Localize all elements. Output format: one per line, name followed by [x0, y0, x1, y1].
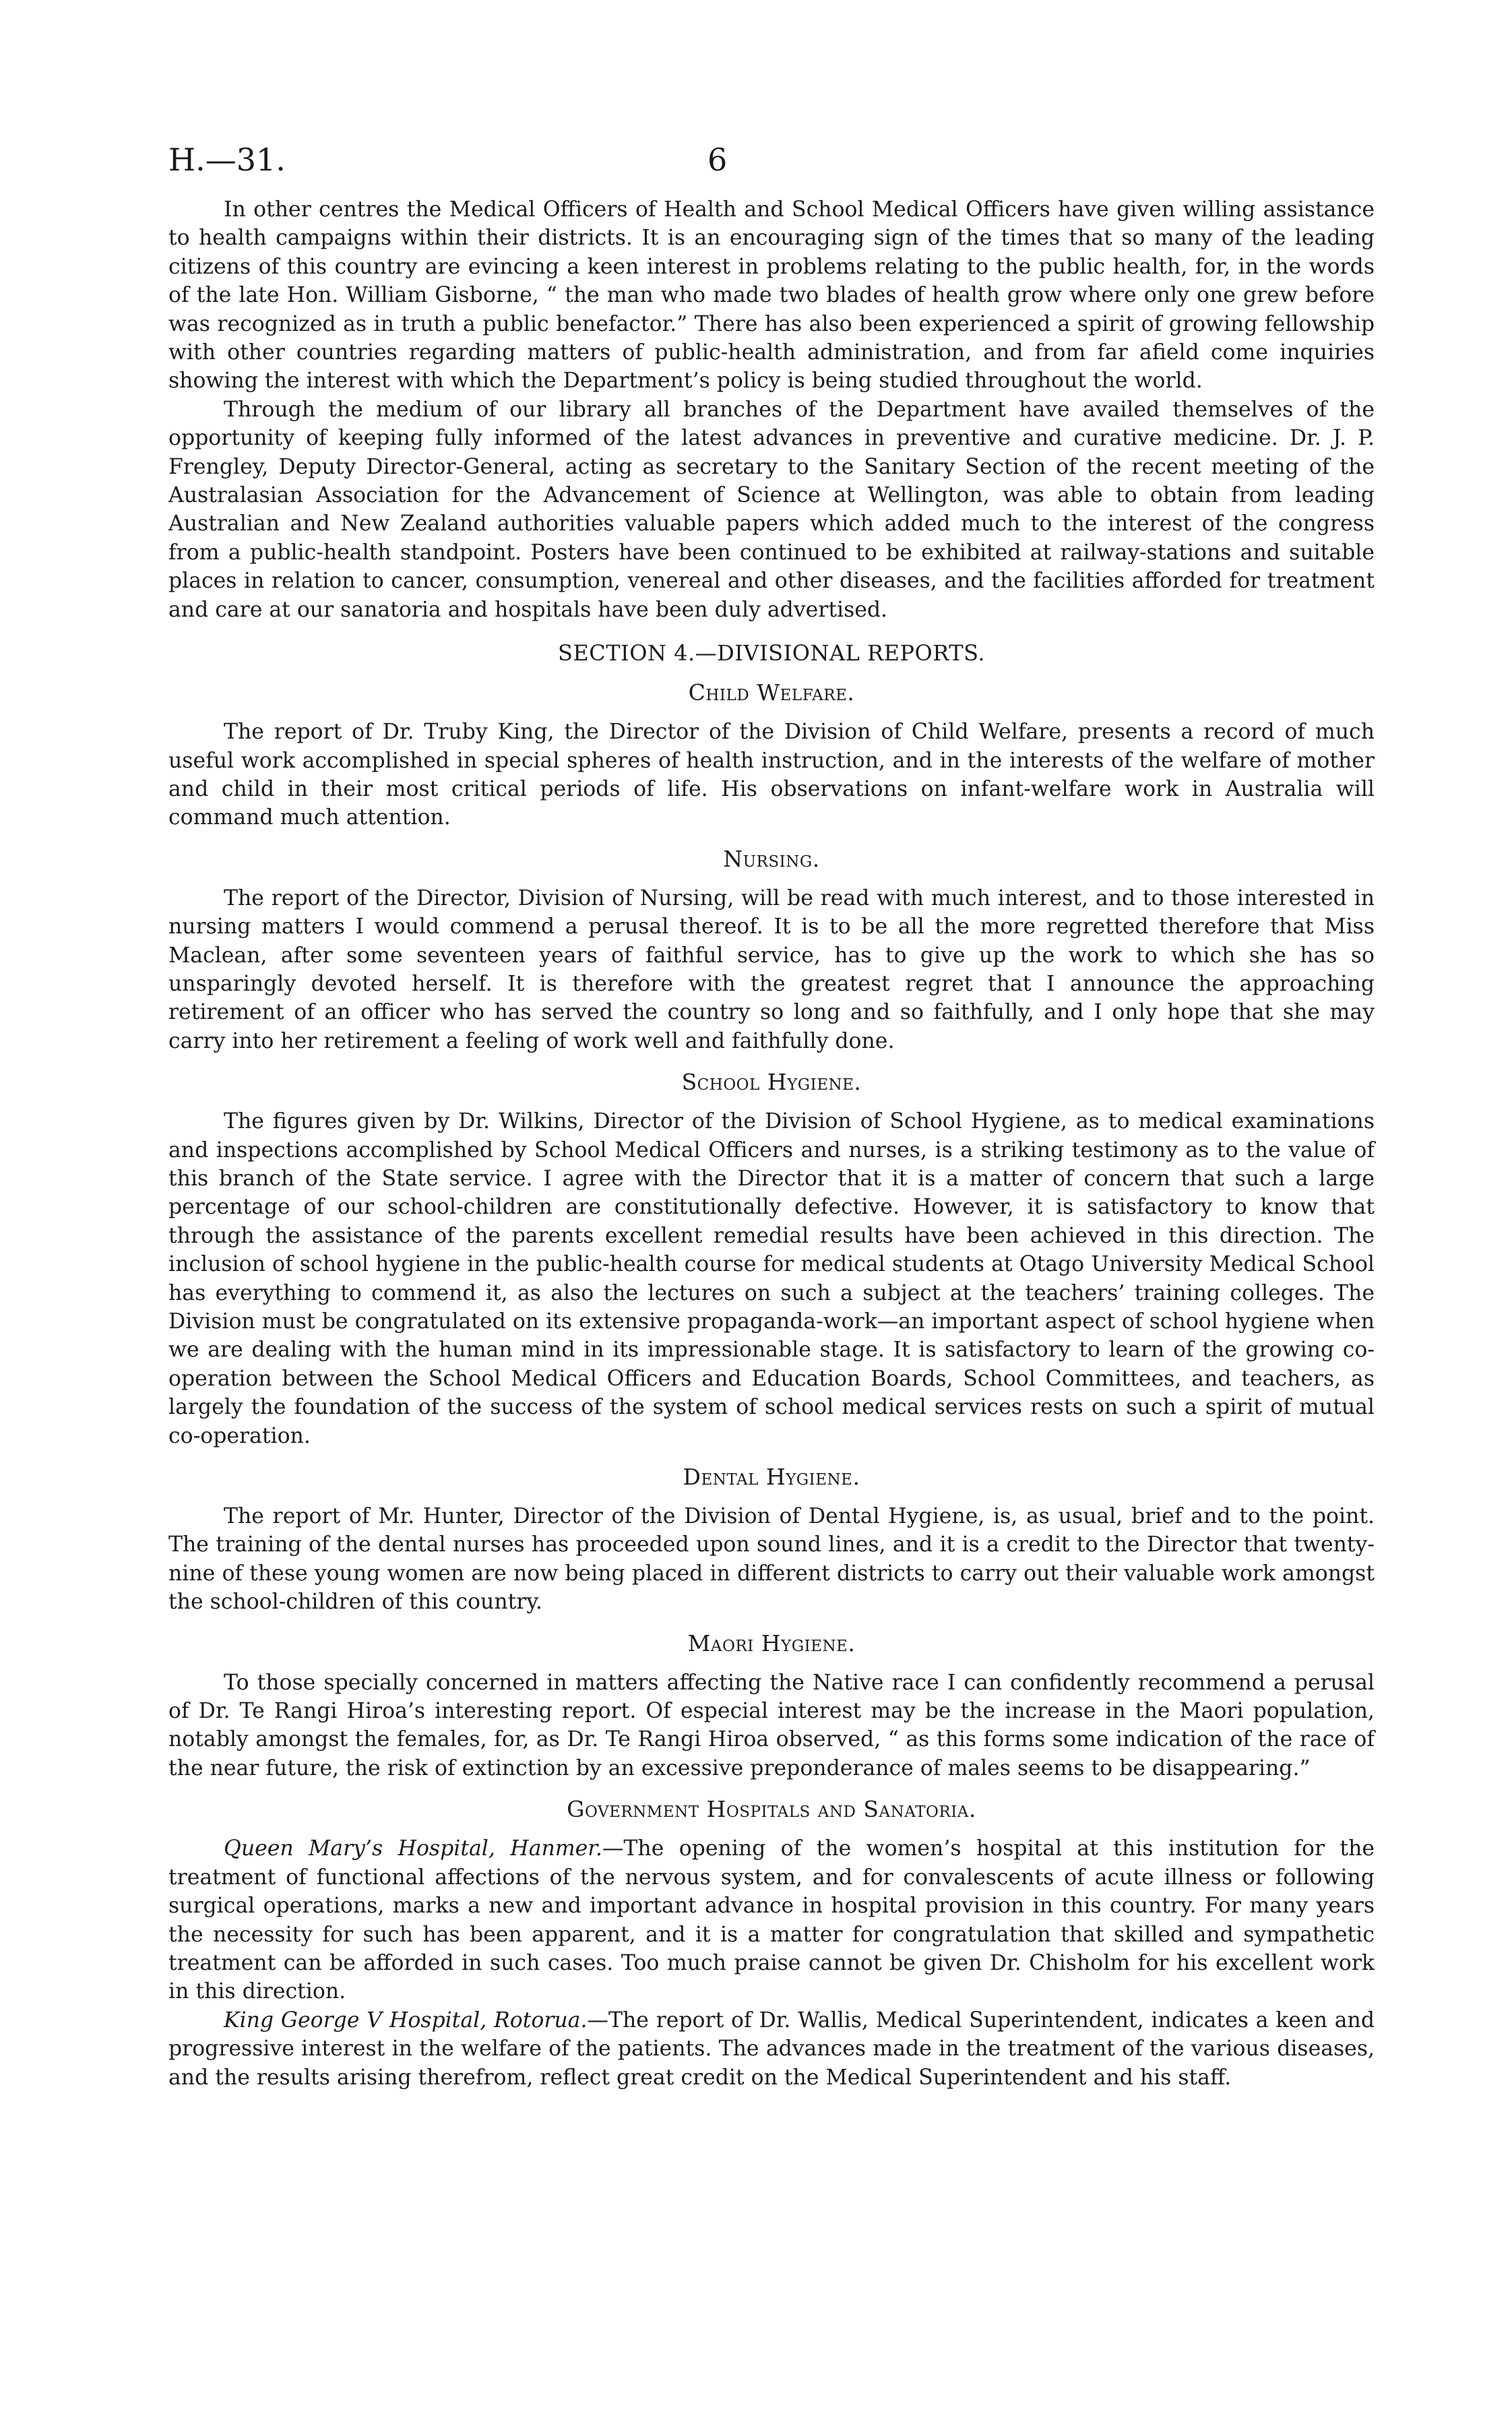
run-in-heading: King George V Hospital, Rotorua. — [224, 2008, 588, 2033]
paragraph-king-george-hospital — [168, 2006, 1375, 2092]
paragraph: To those specially concerned in matters affecting the Native race I can confidently recommend a perusal of Dr. Te Rangi Hiroa’s interesting report. Of especial interest may be the increase in the Maori population, notably amongst the females, for, as Dr. Te Rangi Hiroa observed, “ as this forms some indication of the race of the near future, the risk of extinction by an excessive preponderance of males seems to be disappearing.” — [168, 1670, 1375, 1780]
paragraph: Through the medium of our library all branches of the Department have availed themselves of the opportunity of keeping fully informed of the latest advances in preventive and curative medicine. Dr. J. P. Frengley, Deputy Director-General, acting as secretary to the Sanitary Section of the recent meeting of the Australasian Association for the Advancement of Science at Wellington, was able to obtain from leading Australian and New Zealand authorities valuable papers which added much to the interest of the congress from a public-health standpoint. Posters have been continued to be exhibited at railway-stations and suitable places in relation to cancer, consumption, venereal and other diseases, and the facilities afforded for treatment and care at our sanatoria and hospitals have been duly advertised. — [168, 397, 1375, 622]
subheading-school-hygiene: School Hygiene. — [681, 1069, 862, 1096]
subheading-maori-hygiene: Maori Hygiene. — [687, 1630, 856, 1656]
paragraph: The figures given by Dr. Wilkins, Director of the Division of School Hygiene, as to medical examinations and inspections accomplished by School Medical Officers and nurses, is a striking testimony as to the value of this branch of the State service. I agree with the Director that it is a matter of concern that such a large percentage of our school-children are constitutionally defective. However, it is satisfactory to know that through the assistance of the parents excellent remedial results have been achieved in this direction. The inclusion of school hygiene in the public-health course for medical students at Otago University Medical School has everything to commend it, as also the lectures on such a subject at the teachers’ training colleges. The Division must be congratulated on its extensive propaganda-work—an important aspect of school hygiene when we are dealing with the human mind in its impressionable stage. It is satisfactory to learn of the growing co-operation between the School Medical Officers and Education Boards, School Committees, and teachers, as largely the foundation of the success of the system of school medical services rests on such a spirit of mutual co-operation. — [168, 1109, 1375, 1448]
subheading-dental-hygiene: Dental Hygiene. — [683, 1464, 860, 1491]
page-header — [168, 142, 1375, 195]
document-reference: H.—31. — [168, 142, 286, 178]
paragraph-text: —The report of Dr. Wallis, Medical Superintendent, indicates a keen and progressive interest in the welfare of the patients. The advances made in the treatment of the various diseases, and the results arising therefrom, reflect great credit on the Medical Superintendent and his staff. — [168, 2008, 1375, 2090]
subheading-nursing: Nursing. — [723, 845, 820, 872]
run-in-heading: Queen Mary’s Hospital, Hanmer. — [224, 1836, 602, 1861]
paragraph: The report of Mr. Hunter, Director of the Division of Dental Hygiene, is, as usual, brief and to the point. The training of the dental nurses has proceeded upon sound lines, and it is a credit to the Director that twenty-nine of these young women are now being placed in different districts to carry out their valuable work amongst the school-children of this country. — [168, 1504, 1375, 1615]
paragraph: In other centres the Medical Officers of Health and School Medical Officers have given willing assistance to health campaigns within their districts. It is an encouraging sign of the times that so many of the leading citizens of this country are evincing a keen interest in problems relating to the public health, for, in the words of the late Hon. William Gisborne, “ the man who made two blades of health grow where only one grew before was recognized as in truth a public benefactor.” There has also been experienced a spirit of growing fellowship with other countries regarding matters of public-health administration, and from far afield come inquiries showing the interest with which the Department’s policy is being studied throughout the world. — [168, 197, 1375, 394]
page-number: 6 — [707, 142, 728, 178]
document-page — [168, 142, 1375, 2092]
subheading-government-hospitals: Government Hospitals and Sanatoria. — [567, 1796, 976, 1823]
paragraph: The report of the Director, Division of Nursing, will be read with much interest, and to those interested in nursing matters I would commend a perusal thereof. It is to be all the more regretted therefore that Miss Maclean, after some seventeen years of faithful service, has to give up the work to which she has so unsparingly devoted herself. It is therefore with the greatest regret that I announce the approaching retirement of an officer who has served the country so long and so faithfully, and I only hope that she may carry into her retirement a feeling of work well and faithfully done. — [168, 886, 1375, 1053]
section-title: SECTION 4.—DIVISIONAL REPORTS. — [557, 640, 986, 666]
subheading-child-welfare: Child Welfare. — [688, 679, 855, 706]
paragraph: The report of Dr. Truby King, the Director of the Division of Child Welfare, presents a record of much useful work accomplished in special spheres of health instruction, and in the interests of the welfare of mother and child in their most critical periods of life. His observations on infant-welfare work in Australia will command much attention. — [168, 720, 1375, 830]
paragraph-queen-marys-hospital — [168, 1834, 1375, 2006]
paragraph-text: —The opening of the women’s hospital at this institution for the treatment of functional affections of the nervous system, and for convalescents of acute illness or following surgical operations, marks a new and important advance in hospital provision in this country. For many years the necessity for such has been apparent, and it is a matter for congratulation that skilled and sympathetic treatment can be afforded in such cases. Too much praise cannot be given Dr. Chisholm for his excellent work in this direction. — [168, 1836, 1375, 2004]
